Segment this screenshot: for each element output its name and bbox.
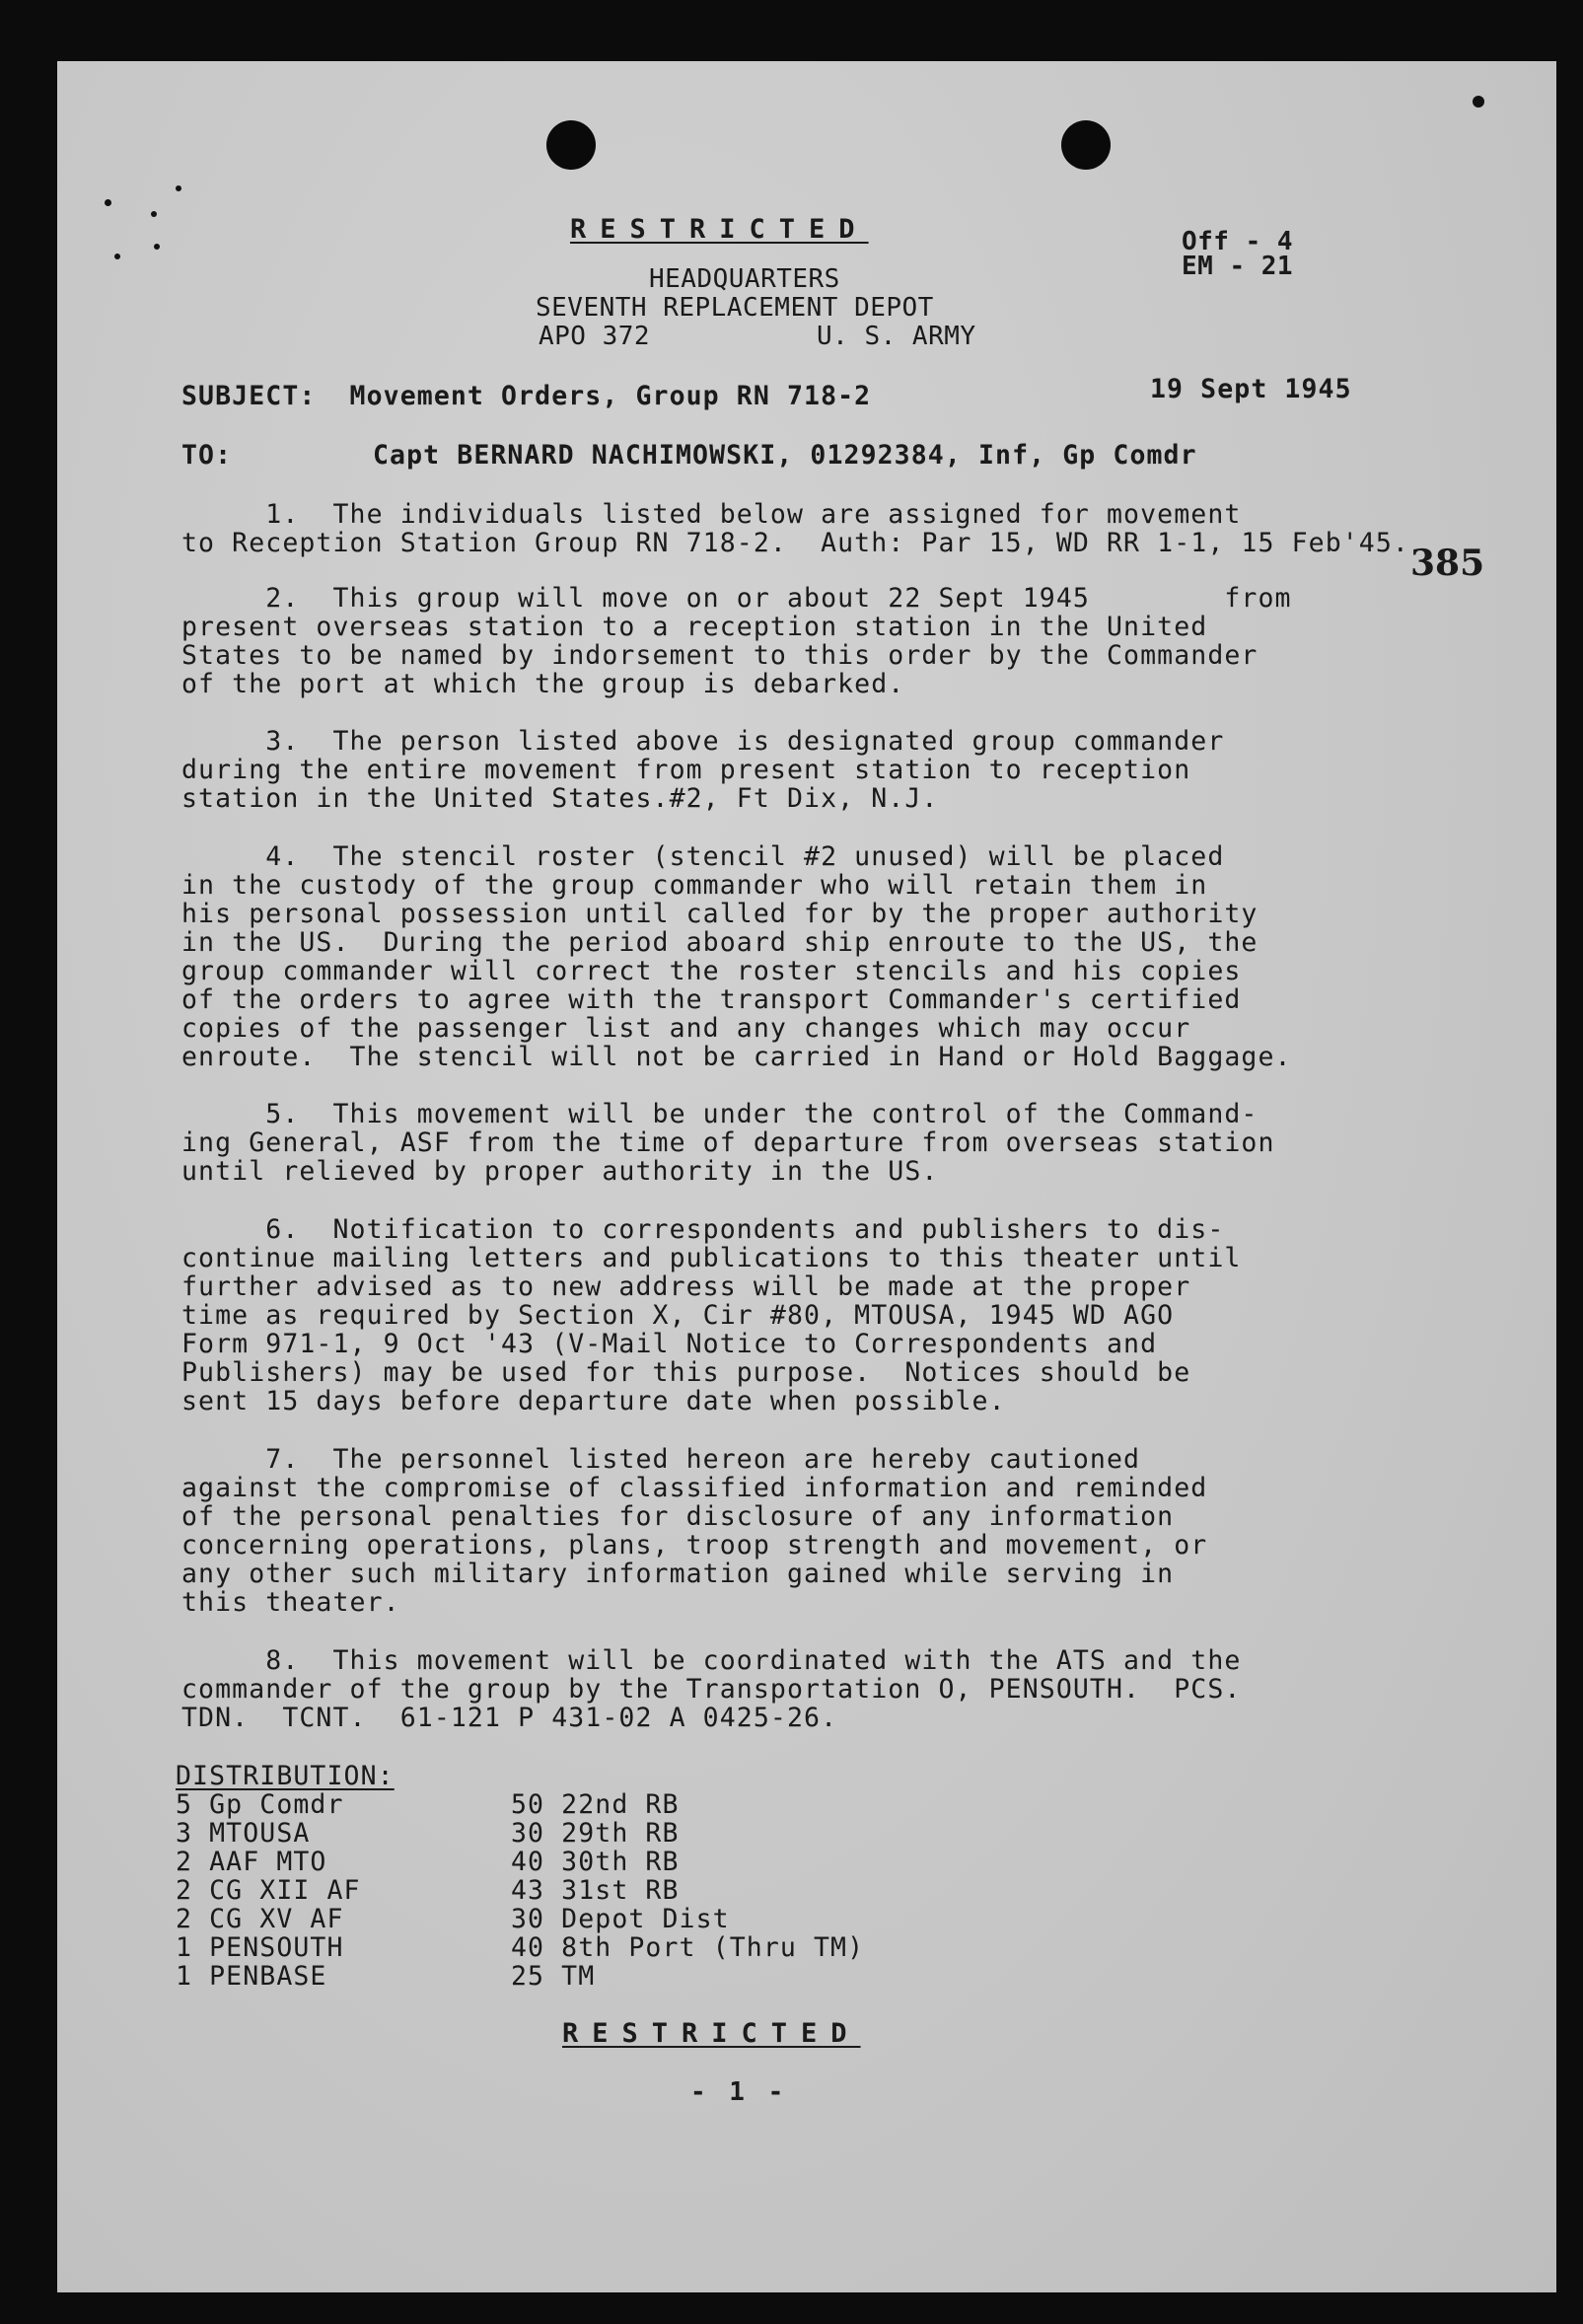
- para-2-line: present overseas station to a reception station in the United: [181, 612, 1208, 642]
- para-7-line: this theater.: [181, 1587, 400, 1618]
- speck: [154, 244, 160, 250]
- punch-hole: [1061, 120, 1111, 170]
- para-4-line: in the custody of the group commander who will retain them in: [181, 870, 1208, 901]
- classification-top: RESTRICTED: [570, 214, 869, 245]
- para-2-line: 2. This group will move on or about 22 Sept 1945 from: [181, 583, 1292, 614]
- para-8-line: commander of the group by the Transportation O, PENSOUTH. PCS.: [181, 1674, 1242, 1705]
- subject-line: SUBJECT: Movement Orders, Group RN 718-2: [181, 381, 872, 411]
- para-3-line: station in the United States.#2, Ft Dix, N.J.: [181, 783, 939, 814]
- page-marker: 385: [1410, 543, 1485, 584]
- para-5-line: 5. This movement will be under the control of the Command-: [181, 1099, 1259, 1129]
- para-7-line: of the personal penalties for disclosure of any information: [181, 1501, 1175, 1532]
- office-count: Off - 4: [1182, 227, 1294, 256]
- para-8-line: 8. This movement will be coordinated with the ATS and the: [181, 1645, 1242, 1676]
- page-number: - 1 -: [690, 2077, 788, 2107]
- para-2-line: States to be named by indorsement to this order by the Commander: [181, 640, 1259, 671]
- distribution-item: 40 8th Port (Thru TM): [511, 1932, 865, 1963]
- para-4-line: his personal possession until called for by the proper authority: [181, 899, 1259, 929]
- to-value: Capt BERNARD NACHIMOWSKI, 01292384, Inf, Gp Comdr: [373, 440, 1197, 471]
- distribution-item: 25 TM: [511, 1961, 596, 1992]
- para-2-line: of the port at which the group is debarked.: [181, 669, 905, 699]
- para-6-line: Publishers) may be used for this purpose. Notices should be: [181, 1357, 1191, 1388]
- speck: [114, 254, 120, 259]
- distribution-item: 2 CG XV AF: [176, 1904, 344, 1934]
- para-6-line: Form 971-1, 9 Oct '43 (V-Mail Notice to Correspondents and: [181, 1329, 1158, 1359]
- para-8-line: TDN. TCNT. 61-121 P 431-02 A 0425-26.: [181, 1703, 838, 1733]
- to-label: TO:: [181, 440, 233, 471]
- para-3-line: during the entire movement from present station to reception: [181, 755, 1191, 785]
- para-4-line: copies of the passenger list and any changes which may occur: [181, 1013, 1191, 1044]
- punch-hole: [546, 120, 596, 170]
- para-5-line: until relieved by proper authority in the US.: [181, 1156, 939, 1187]
- distribution-item: 30 29th RB: [511, 1818, 680, 1849]
- para-1-line: to Reception Station Group RN 718-2. Auth: Par 15, WD RR 1-1, 15 Feb'45.: [181, 528, 1409, 558]
- para-4-line: 4. The stencil roster (stencil #2 unused) will be placed: [181, 841, 1225, 872]
- para-7-line: concerning operations, plans, troop strength and movement, or: [181, 1530, 1208, 1561]
- para-6-line: 6. Notification to correspondents and publishers to dis-: [181, 1214, 1225, 1245]
- distribution-item: 3 MTOUSA: [176, 1818, 311, 1849]
- depot-line: SEVENTH REPLACEMENT DEPOT: [536, 293, 934, 323]
- para-6-line: time as required by Section X, Cir #80, MTOUSA, 1945 WD AGO: [181, 1300, 1175, 1331]
- distribution-label: DISTRIBUTION:: [176, 1761, 395, 1791]
- para-6-line: sent 15 days before departure date when possible.: [181, 1386, 1006, 1416]
- distribution-item: 1 PENSOUTH: [176, 1932, 344, 1963]
- document-page: [57, 61, 1556, 2292]
- distribution-item: 2 AAF MTO: [176, 1847, 327, 1877]
- para-5-line: ing General, ASF from the time of departure from overseas station: [181, 1127, 1275, 1158]
- hq-line: HEADQUARTERS: [649, 264, 840, 294]
- distribution-item: 1 PENBASE: [176, 1961, 327, 1992]
- para-1-line: 1. The individuals listed below are assigned for movement: [181, 499, 1242, 530]
- para-7-line: any other such military information gained while serving in: [181, 1559, 1175, 1589]
- para-7-line: 7. The personnel listed hereon are hereby cautioned: [181, 1444, 1141, 1475]
- para-3-line: 3. The person listed above is designated group commander: [181, 726, 1225, 757]
- para-4-line: enroute. The stencil will not be carried in Hand or Hold Baggage.: [181, 1042, 1292, 1072]
- speck: [151, 211, 157, 217]
- apo-line: APO 372: [539, 322, 651, 351]
- para-7-line: against the compromise of classified information and reminded: [181, 1473, 1208, 1503]
- distribution-item: 43 31st RB: [511, 1875, 680, 1906]
- distribution-item: 30 Depot Dist: [511, 1904, 730, 1934]
- order-date: 19 Sept 1945: [1150, 374, 1352, 404]
- para-4-line: in the US. During the period aboard ship enroute to the US, the: [181, 927, 1259, 958]
- distribution-item: 5 Gp Comdr: [176, 1789, 344, 1820]
- em-count: EM - 21: [1182, 252, 1294, 281]
- para-6-line: further advised as to new address will be made at the proper: [181, 1271, 1191, 1302]
- para-4-line: of the orders to agree with the transport Commander's certified: [181, 984, 1242, 1015]
- distribution-item: 2 CG XII AF: [176, 1875, 361, 1906]
- speck: [176, 185, 181, 191]
- distribution-item: 50 22nd RB: [511, 1789, 680, 1820]
- classification-bottom: RESTRICTED: [562, 2018, 861, 2049]
- para-6-line: continue mailing letters and publications to this theater until: [181, 1243, 1242, 1273]
- speck: [105, 199, 111, 206]
- para-4-line: group commander will correct the roster stencils and his copies: [181, 956, 1242, 986]
- distribution-item: 40 30th RB: [511, 1847, 680, 1877]
- speck: [1473, 96, 1484, 108]
- army-line: U. S. ARMY: [817, 322, 976, 351]
